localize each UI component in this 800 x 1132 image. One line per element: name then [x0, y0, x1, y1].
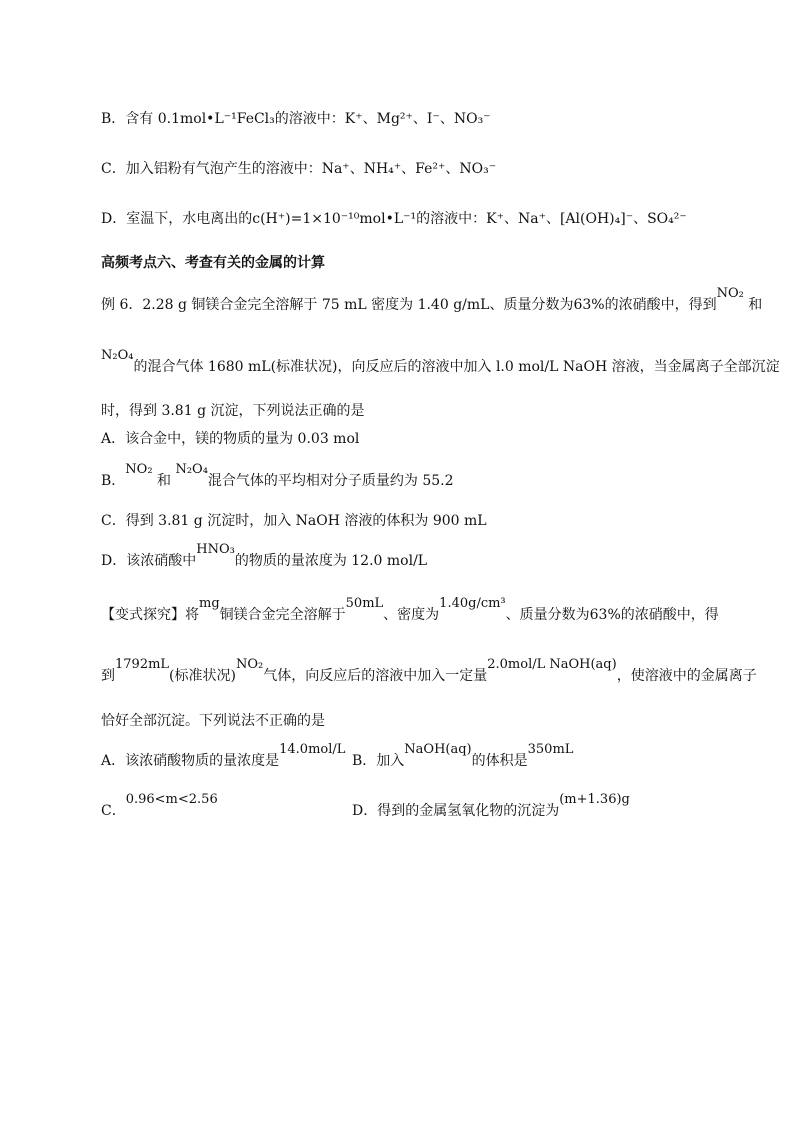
formula-concentration: 14.0mol/L — [279, 742, 346, 757]
variant-text-1b: 铜镁合金完全溶解于 — [219, 607, 346, 623]
formula-no2-b: NO₂ — [125, 462, 153, 477]
example-text-1b: 和 — [743, 297, 763, 313]
variant-text-1d: 、质量分数为63%的浓硝酸中，得 — [505, 607, 719, 623]
option-d-text: D．室温下，水电离出的c(H⁺)=1×10⁻¹⁰mol•L⁻¹的溶液中：K⁺、Na⁺、[Al(OH)₄]⁻、SO₄²⁻ — [101, 211, 687, 227]
option-b-mid: 和 — [152, 473, 176, 489]
variant-line-2 — [101, 657, 757, 686]
formula-volume: 50mL — [345, 596, 384, 611]
option-b-rest: 混合气体的平均相对分子质量约为 55.2 — [207, 473, 454, 489]
formula-density: 1.40g/cm³ — [439, 596, 506, 611]
variant-title: 【变式探究】将 — [101, 607, 199, 623]
formula-no2: NO₂ — [716, 286, 744, 301]
example-option-b — [101, 462, 454, 491]
formula-mass: mg — [199, 596, 220, 611]
example-option-d — [101, 542, 428, 571]
variant-text-2d: ，使溶液中的金属离子 — [616, 668, 757, 684]
formula-mass-range: 0.96<m<2.56 — [125, 792, 218, 807]
option-d-pre: D．该浓硝酸中 — [101, 553, 197, 569]
example-option-c: C．得到 3.81 g 沉淀时，加入 NaOH 溶液的体积为 900 mL — [101, 513, 487, 529]
option-d-ion-set — [101, 210, 687, 228]
variant-opt-b-text: B．加入 — [352, 753, 405, 769]
formula-naoh-conc: 2.0mol/L NaOH(aq) — [487, 657, 617, 672]
section-heading: 高频考点六、考查有关的金属的计算 — [101, 255, 325, 271]
example-text-1a: 例 6．2.28 g 铜镁合金完全溶解于 75 mL 密度为 1.40 g/mL、质量分数为63%的浓硝酸中，得到 — [101, 297, 717, 313]
variant-text-1c: 、密度为 — [383, 607, 440, 623]
example-line-1 — [101, 286, 763, 315]
formula-n2o4-b: N₂O₄ — [175, 462, 208, 477]
variant-opt-b-mid: 的体积是 — [471, 753, 528, 769]
variant-text-2c: 气体，向反应后的溶液中加入一定量 — [263, 668, 488, 684]
formula-n2o4: N₂O₄ — [101, 348, 134, 363]
variant-opt-d-text: D．得到的金属氢氧化物的沉淀为 — [352, 803, 560, 819]
example-option-a: A．该合金中，镁的物质的量为 0.03 mol — [101, 431, 360, 447]
variant-opt-a-text: A．该浓硝酸物质的量浓度是 — [101, 753, 280, 769]
variant-line-3: 恰好全部沉淀。下列说法不正确的是 — [101, 713, 325, 729]
example-text-2: 的混合气体 1680 mL(标准状况)，向反应后的溶液中加入 l.0 mol/L NaOH 溶液，当金属离子全部沉淀 — [133, 359, 780, 375]
option-d-rest: 的物质的量浓度为 12.0 mol/L — [234, 553, 428, 569]
variant-option-b — [352, 742, 574, 771]
formula-precipitate-mass: (m+1.36)g — [559, 792, 630, 807]
option-c-text: C．加入铝粉有气泡产生的溶液中：Na⁺、NH₄⁺、Fe²⁺、NO₃⁻ — [101, 161, 497, 177]
option-b-text: B．含有 0.1mol•L⁻¹FeCl₃的溶液中：K⁺、Mg²⁺、I⁻、NO₃⁻ — [101, 111, 491, 127]
variant-opt-c-text: C． — [101, 803, 126, 819]
formula-naoh-aq: NaOH(aq) — [404, 742, 472, 757]
option-b-ion-set — [101, 110, 491, 128]
example-line-3: 时，得到 3.81 g 沉淀，下列说法正确的是 — [101, 403, 365, 419]
option-label: B． — [101, 473, 126, 489]
formula-naoh-volume: 350mL — [527, 742, 574, 757]
formula-no2-variant: NO₂ — [235, 657, 264, 672]
variant-text-2a: 到 — [101, 668, 115, 684]
variant-text-2b: (标准状况) — [169, 668, 236, 684]
option-c-ion-set — [101, 160, 496, 178]
variant-option-d — [352, 792, 630, 821]
variant-option-a — [101, 742, 346, 771]
formula-hno3: HNO₃ — [196, 542, 235, 557]
example-line-2 — [101, 348, 780, 377]
variant-option-c — [101, 792, 218, 821]
formula-gas-volume: 1792mL — [115, 657, 170, 672]
variant-line-1 — [101, 596, 719, 625]
